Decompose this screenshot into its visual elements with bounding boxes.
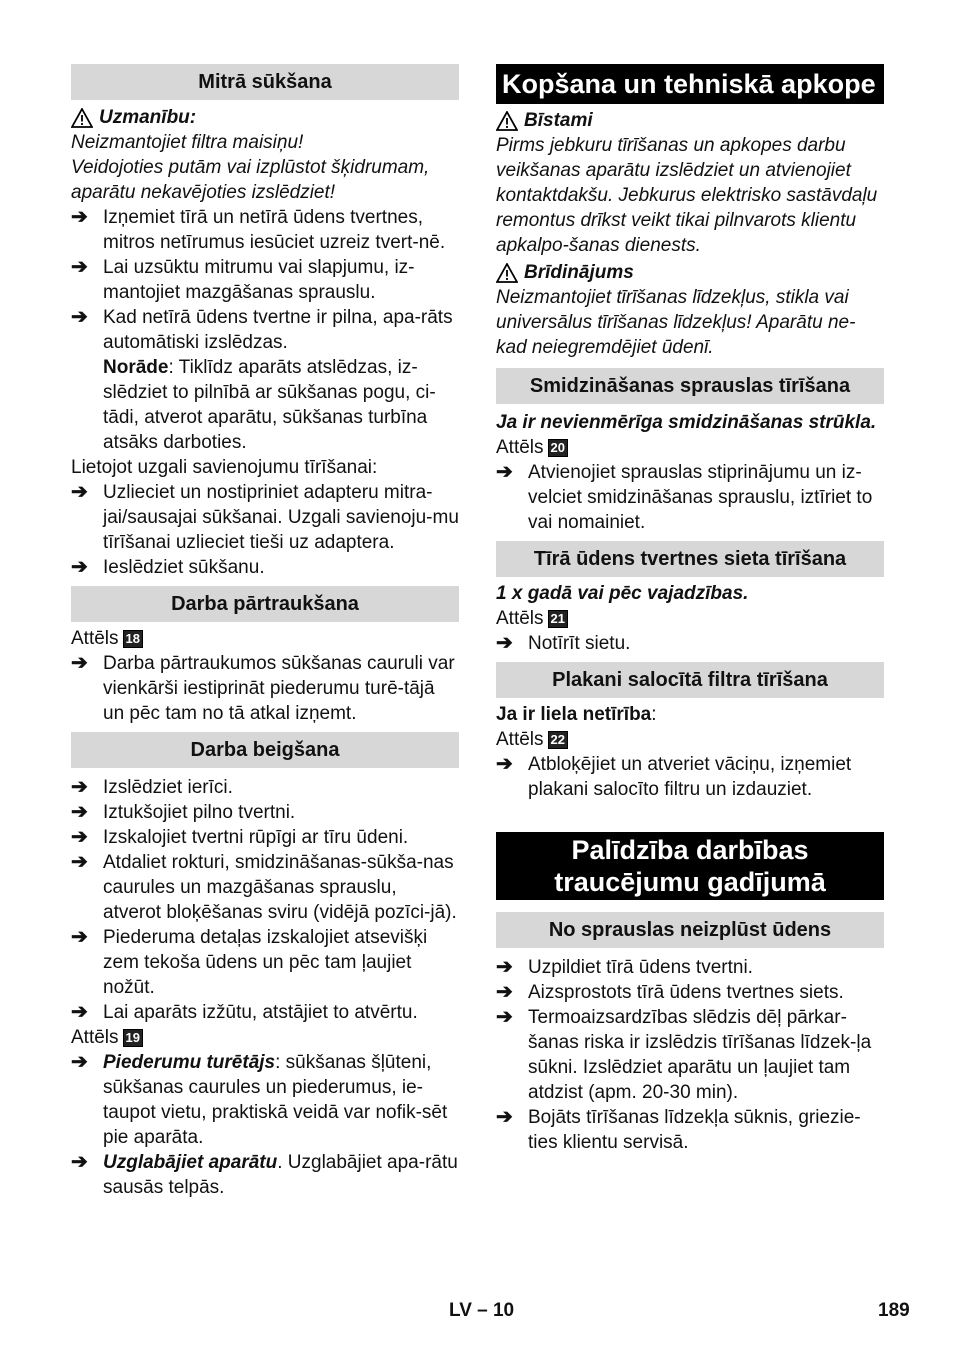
list-item: ➔ Darba pārtraukumos sūkšanas cauruli var vienkārši iestiprināt piederumu turē-tājā un pēc tam no tā atkal izņemt. bbox=[71, 652, 455, 724]
nozzle-condition: Ja ir nevienmērīga smidzināšanas strūkla. bbox=[496, 412, 877, 433]
arrow-right-icon: ➔ bbox=[71, 776, 88, 798]
arrow-right-icon: ➔ bbox=[496, 461, 513, 483]
warning-title: Uzmanību: bbox=[99, 107, 197, 128]
list-item: ➔ Uzglabājiet aparātu. Uzglabājiet apa-rātu sausās telpās. bbox=[71, 1151, 458, 1198]
figure-reference: Attēls 20 bbox=[496, 435, 884, 460]
arrow-right-icon: ➔ bbox=[496, 1006, 513, 1028]
warning-triangle-icon bbox=[71, 108, 93, 128]
arrow-right-icon: ➔ bbox=[71, 926, 88, 948]
danger-title: Bīstami bbox=[524, 110, 593, 131]
list-item: ➔ Atbloķējiet un atveriet vāciņu, izņemiet plakani salocīto filtru un izdauziet. bbox=[496, 753, 852, 800]
arrow-right-icon: ➔ bbox=[71, 306, 88, 328]
note-label: Norāde bbox=[103, 357, 169, 378]
arrow-right-icon: ➔ bbox=[71, 1151, 88, 1173]
arrow-right-icon: ➔ bbox=[496, 632, 513, 654]
figure-number-badge: 22 bbox=[548, 731, 568, 749]
list-item: ➔ Aizsprostots tīrā ūdens tvertnes siets. bbox=[496, 981, 844, 1003]
section-heading-no-water: No sprauslas neizplūst ūdens bbox=[496, 912, 884, 948]
figure-number-badge: 19 bbox=[123, 1029, 143, 1047]
section-heading-sieve: Tīrā ūdens tvertnes sieta tīrīšana bbox=[496, 541, 884, 577]
figure-number-badge: 18 bbox=[123, 630, 143, 648]
list-item: ➔ Notīrīt sietu. bbox=[496, 632, 631, 654]
arrow-right-icon: ➔ bbox=[496, 1106, 513, 1128]
list-item: ➔ Izslēdziet ierīci. bbox=[71, 776, 233, 798]
figure-number-badge: 21 bbox=[548, 610, 568, 628]
store-label: Uzglabājiet aparātu bbox=[103, 1152, 278, 1173]
arrow-right-icon: ➔ bbox=[71, 851, 88, 873]
list-item: ➔ Atdaliet rokturi, smidzināšanas-sūkša-nas caurules un mazgāšanas sprauslu, atverot bloķēšanas sviru (vidējā pozīci-jā). bbox=[71, 851, 457, 923]
section-heading-filter: Plakani salocītā filtra tīrīšana bbox=[496, 662, 884, 698]
caution-block bbox=[496, 260, 884, 285]
arrow-right-icon: ➔ bbox=[496, 981, 513, 1003]
arrow-right-icon: ➔ bbox=[71, 801, 88, 823]
arrow-right-icon: ➔ bbox=[71, 652, 88, 674]
list-item: ➔ Termoaizsardzības slēdzis dēļ pārkar-šanas riska ir izslēdzis tīrīšanas līdzek-ļa sūkni. Izslēdziet aparātu un ļaujiet tam atdzist (apm. 20-30 min). bbox=[496, 1006, 872, 1103]
section-heading-interrupt: Darba pārtraukšana bbox=[71, 586, 459, 622]
arrow-right-icon: ➔ bbox=[496, 956, 513, 978]
arrow-right-icon: ➔ bbox=[71, 256, 88, 278]
warning-line-2: Veidojoties putām vai izplūstot šķidrumam, aparātu nekavējoties izslēdziet! bbox=[71, 157, 430, 203]
note-text: : Tiklīdz aparāts atslēdzas, iz-slēdziet to pilnībā ar sūkšanas pogu, ci-tādi, atverot aparātu, sūkšanas turbīna atsāks darboties. bbox=[103, 357, 436, 453]
arrow-right-icon: ➔ bbox=[496, 753, 513, 775]
filter-condition: Ja ir liela netīrība: bbox=[496, 704, 657, 725]
chapter-heading-care: Kopšana un tehniskā apkope bbox=[496, 64, 884, 104]
arrow-right-icon: ➔ bbox=[71, 481, 88, 503]
danger-block bbox=[496, 108, 884, 133]
section-heading-end: Darba beigšana bbox=[71, 732, 459, 768]
right-column bbox=[496, 64, 884, 1155]
list-item: ➔ Piederumu turētājs: sūkšanas šļūteni, sūkšanas caurules un piederumus, ie-taupot vietu, praktiskā veidā var nofik-sēt pie aparāta. bbox=[71, 1051, 448, 1148]
list-item: ➔ Izņemiet tīrā un netīrā ūdens tvertnes, mitros netīrumus iesūciet uzreiz tvert-nē. bbox=[71, 206, 446, 253]
holder-label: Piederumu turētājs bbox=[103, 1052, 276, 1073]
danger-text: Pirms jebkuru tīrīšanas un apkopes darbu veikšanas aparātu izslēdziet un atvienojiet kontaktdakšu. Jebkurus elektrisko sastāvdaļu remontus drīkst veikt tikai pilnvarots klientu apkalpo-šanas dienests. bbox=[496, 135, 878, 256]
warning-triangle-icon bbox=[496, 263, 518, 283]
figure-number-badge: 20 bbox=[548, 439, 568, 457]
caution-title: Brīdinājums bbox=[524, 262, 634, 283]
list-item: ➔ Lai uzsūktu mitrumu vai slapjumu, iz-mantojiet mazgāšanas sprauslu. bbox=[71, 256, 415, 303]
figure-reference: Attēls 22 bbox=[496, 727, 884, 752]
section-heading-wet-suction: Mitrā sūkšana bbox=[71, 64, 459, 100]
list-item: ➔ Izskalojiet tvertni rūpīgi ar tīru ūdeni. bbox=[71, 826, 409, 848]
figure-reference: Attēls 19 bbox=[71, 1025, 459, 1050]
section-heading-nozzle: Smidzināšanas sprauslas tīrīšana bbox=[496, 368, 884, 404]
figure-reference: Attēls 18 bbox=[71, 626, 459, 651]
list-item: ➔ Ieslēdziet sūkšanu. bbox=[71, 556, 265, 578]
warning-triangle-icon bbox=[496, 111, 518, 131]
list-item: ➔ Piederuma detaļas izskalojiet atsevišķi zem tekoša ūdens un pēc tam ļaujiet nožūt. bbox=[71, 926, 428, 998]
sieve-condition: 1 x gadā vai pēc vajadzības. bbox=[496, 583, 749, 604]
warning-line-1: Neizmantojiet filtra maisiņu! bbox=[71, 132, 304, 153]
list-item: ➔ Uzlieciet un nostipriniet adapteru mitra-jai/sausajai sūkšanai. Uzgali savienoju-mu tīrīšanai uzlieciet tieši uz adaptera. bbox=[71, 481, 459, 553]
caution-text: Neizmantojiet tīrīšanas līdzekļus, stikla vai universālus tīrīšanas līdzekļus! Aparātu ne-kad neiegremdējiet ūdenī. bbox=[496, 287, 856, 358]
left-column bbox=[71, 64, 459, 1200]
arrow-right-icon: ➔ bbox=[71, 1051, 88, 1073]
list-item: ➔ Atvienojiet sprauslas stiprinājumu un iz-velciet smidzināšanas sprauslu, iztīriet to vai nomainiet. bbox=[496, 461, 873, 533]
chapter-heading-help: Palīdzība darbības traucējumu gadījumā bbox=[496, 832, 884, 900]
list-item: ➔ Kad netīrā ūdens tvertne ir pilna, apa-rāts automātiski izslēdzas. Norāde: Tiklīdz aparāts atslēdzas, iz-slēdziet to pilnībā ar sūkšanas pogu, ci-tādi, atverot aparātu, sūkšanas turbīna atsāks darboties. bbox=[71, 306, 453, 453]
list-item: ➔ Uzpildiet tīrā ūdens tvertni. bbox=[496, 956, 753, 978]
footer-language-page: LV – 10 bbox=[449, 1300, 515, 1321]
arrow-right-icon: ➔ bbox=[71, 206, 88, 228]
warning-block bbox=[71, 105, 459, 130]
joint-intro: Lietojot uzgali savienojumu tīrīšanai: bbox=[71, 457, 378, 478]
page-number: 189 bbox=[878, 1300, 910, 1321]
list-item: ➔ Lai aparāts izžūtu, atstājiet to atvērtu. bbox=[71, 1001, 418, 1023]
arrow-right-icon: ➔ bbox=[71, 826, 88, 848]
figure-reference: Attēls 21 bbox=[496, 606, 884, 631]
arrow-right-icon: ➔ bbox=[71, 1001, 88, 1023]
list-item: ➔ Iztukšojiet pilno tvertni. bbox=[71, 801, 296, 823]
arrow-right-icon: ➔ bbox=[71, 556, 88, 578]
list-item: ➔ Bojāts tīrīšanas līdzekļa sūknis, griezie-ties klientu servisā. bbox=[496, 1106, 861, 1153]
